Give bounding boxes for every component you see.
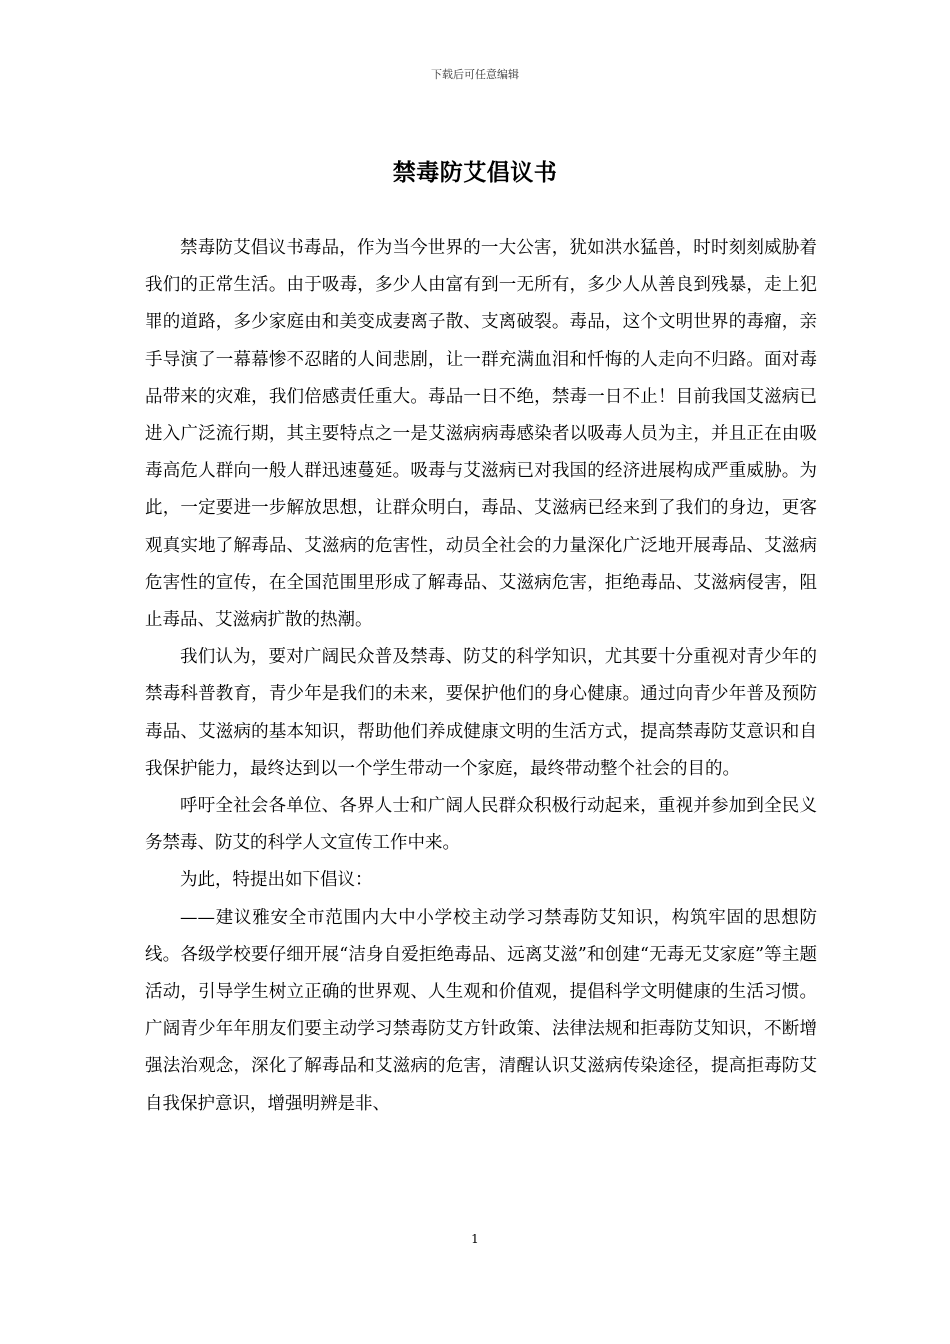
page-header-note: 下载后可任意编辑 — [431, 68, 519, 81]
paragraph-3: 呼吁全社会各单位、各界人士和广阔人民群众积极行动起来，重视并参加到全民义务禁毒、防艾的科学人文宣传工作中来。 — [145, 796, 817, 854]
paragraph-4: 为此，特提出如下倡议： — [180, 870, 373, 891]
document-body — [145, 230, 817, 1123]
page-number: 1 — [471, 1232, 479, 1246]
paragraph-1: 禁毒防艾倡议书毒品，作为当今世界的一大公害，犹如洪水猛兽，时时刻刻威胁着我们的正常生活。由于吸毒，多少人由富有到一无所有，多少人从善良到残暴，走上犯罪的道路，多少家庭由和美变成妻离子散、支离破裂。毒品，这个文明世界的毒瘤，亲手导演了一幕幕惨不忍睹的人间悲剧，让一群充满血泪和忏悔的人走向不归路。面对毒品带来的灾难，我们倍感责任重大。毒品一日不绝，禁毒一日不止！目前我国艾滋病已进入广泛流行期，其主要特点之一是艾滋病病毒感染者以吸毒人员为主，并且正在由吸毒高危人群向一般人群迅速蔓延。吸毒与艾滋病已对我国的经济进展构成严重威胁。为此，一定要进一步解放思想，让群众明白，毒品、艾滋病已经来到了我们的身边，更客观真实地了解毒品、艾滋病的危害性，动员全社会的力量深化广泛地开展毒品、艾滋病危害性的宣传，在全国范围里形成了解毒品、艾滋病危害，拒绝毒品、艾滋病侵害，阻止毒品、艾滋病扩散的热潮。 — [145, 238, 817, 631]
paragraph-5: ——建议雅安全市范围内大中小学校主动学习禁毒防艾知识，构筑牢固的思想防线。各级学校要仔细开展“洁身自爱拒绝毒品、远离艾滋”和创建“无毒无艾家庭”等主题活动，引导学生树立正确的世界观、人生观和价值观，提倡科学文明健康的生活习惯。广阔青少年年朋友们要主动学习禁毒防艾方针政策、法律法规和拒毒防艾知识，不断增强法治观念，深化了解毒品和艾滋病的危害，清醒认识艾滋病传染途径，提高拒毒防艾自我保护意识，增强明辨是非、 — [145, 907, 817, 1114]
document-title: 禁毒防艾倡议书 — [392, 159, 558, 186]
paragraph-2: 我们认为，要对广阔民众普及禁毒、防艾的科学知识，尤其要十分重视对青少年的禁毒科普教育，青少年是我们的未来，要保护他们的身心健康。通过向青少年普及预防毒品、艾滋病的基本知识，帮助他们养成健康文明的生活方式，提高禁毒防艾意识和自我保护能力，最终达到以一个学生带动一个家庭，最终带动整个社会的目的。 — [145, 647, 817, 779]
